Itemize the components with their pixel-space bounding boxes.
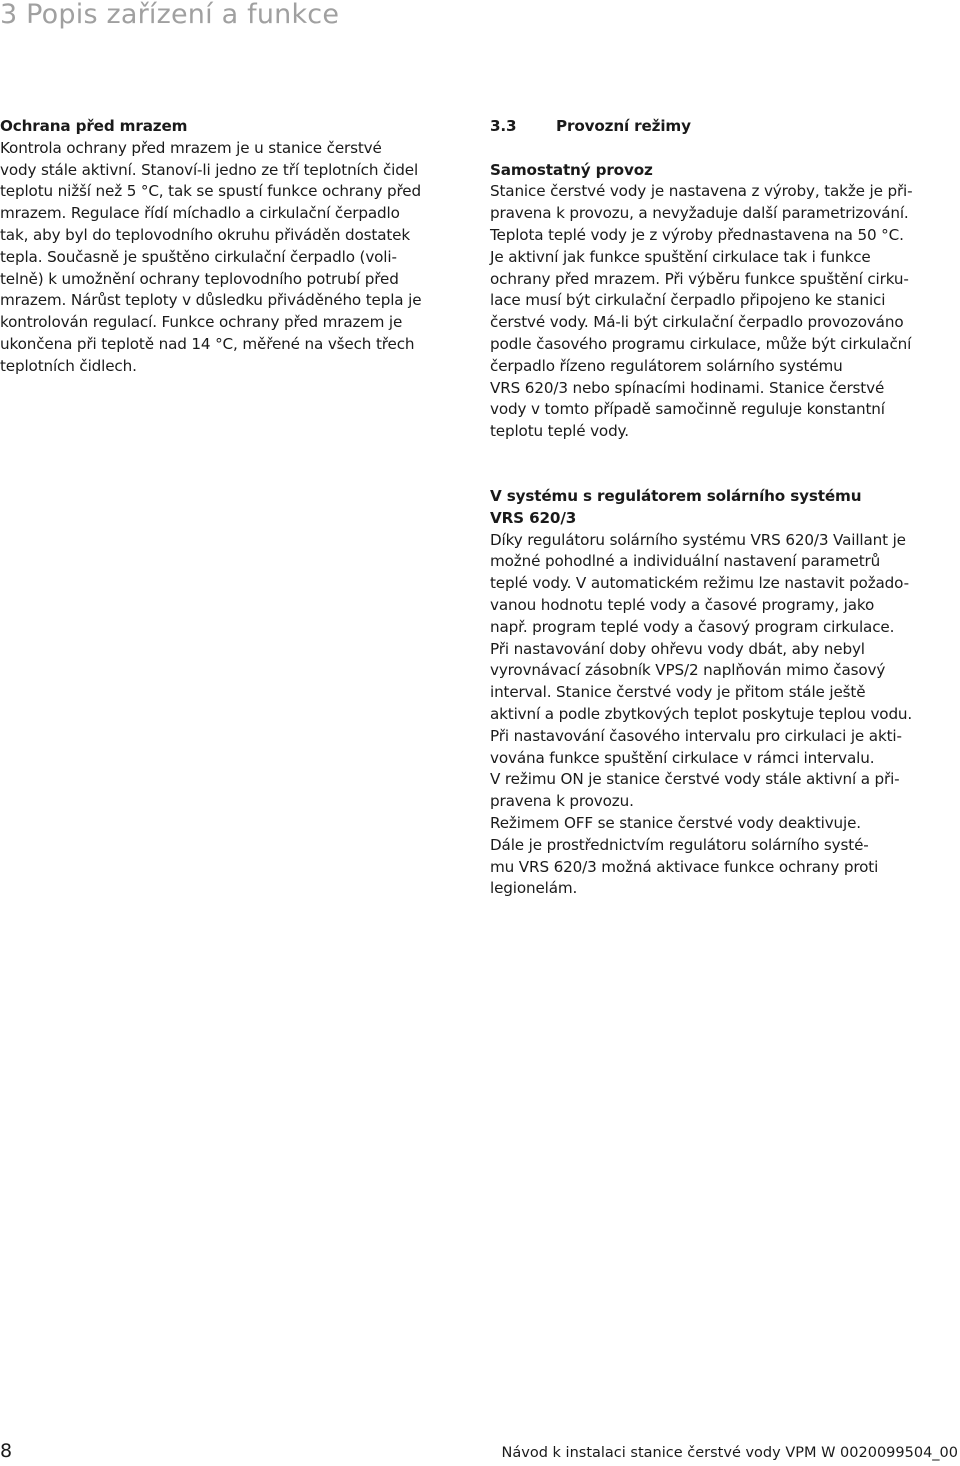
body-line: teplé vody. V automatickém režimu lze nastavit požado- <box>490 574 909 593</box>
page-number: 8 <box>0 1440 13 1462</box>
operating-modes-section <box>490 116 960 443</box>
body-line: Při nastavování časového intervalu pro cirkulaci je akti- <box>490 726 902 745</box>
body-line: Díky regulátoru solárního systému VRS 620/3 Vaillant je <box>490 530 906 549</box>
body-line: vanou hodnotu teplé vody a časové programy, jako <box>490 595 875 614</box>
body-line: čerstvé vody. Má-li být cirkulační čerpadlo provozováno <box>490 313 904 332</box>
body-line: aktivní a podle zbytkových teplot poskytuje teplou vodu. <box>490 704 913 723</box>
standalone-mode-heading: Samostatný provoz <box>490 160 653 179</box>
section-heading <box>490 116 960 138</box>
body-line: teplotních čidlech. <box>0 356 137 375</box>
body-line: Kontrola ochrany před mrazem je u stanice čerstvé <box>0 138 382 157</box>
body-line: vody v tomto případě samočinně reguluje konstantní <box>490 400 885 419</box>
chapter-title: 3 Popis zařízení a funkce <box>0 0 340 30</box>
solar-controller-heading: V systému s regulátorem solárního systému <box>490 487 862 505</box>
body-line: V režimu ON je stanice čerstvé vody stále aktivní a při- <box>490 770 900 789</box>
body-line: čerpadlo řízeno regulátorem solárního systému <box>490 356 843 375</box>
body-line: pravena k provozu, a nevyžaduje další parametrizování. <box>490 204 909 223</box>
body-line: tepla. Současně je spuštěno cirkulační čerpadlo (voli- <box>0 247 397 266</box>
body-line: Při nastavování doby ohřevu vody dbát, aby nebyl <box>490 639 865 658</box>
body-line: Je aktivní jak funkce spuštění cirkulace tak i funkce <box>490 247 871 266</box>
section-title: Provozní režimy <box>556 117 691 135</box>
body-line: mu VRS 620/3 možná aktivace funkce ochrany proti <box>490 857 879 876</box>
body-line: interval. Stanice čerstvé vody je přitom stále ještě <box>490 683 866 702</box>
body-line: možné pohodlné a individuální nastavení parametrů <box>490 552 881 571</box>
body-line: legionelám. <box>490 879 578 898</box>
body-line: kontrolován regulací. Funkce ochrany před mrazem je <box>0 313 403 332</box>
body-line: mrazem. Nárůst teploty v důsledku přiváděného tepla je <box>0 291 422 310</box>
solar-controller-section <box>490 486 960 900</box>
body-line: teplotu teplé vody. <box>490 422 629 441</box>
body-line: ukončena při teplotě nad 14 °C, měřené na všech třech <box>0 334 415 353</box>
frost-protection-heading: Ochrana před mrazem <box>0 117 188 135</box>
body-line: Dále je prostřednictvím regulátoru solárního systé- <box>490 835 869 854</box>
frost-protection-section <box>0 116 470 378</box>
body-line: tak, aby byl do teplovodního okruhu přiváděn dostatek <box>0 225 410 244</box>
body-line: VRS 620/3 nebo spínacími hodinami. Stanice čerstvé <box>490 378 885 397</box>
body-line: vyrovnávací zásobník VPS/2 naplňován mimo časový <box>490 661 886 680</box>
solar-controller-heading-model: VRS 620/3 <box>490 508 577 527</box>
footer-document-title: Návod k instalaci stanice čerstvé vody VPM W 0020099504_00 <box>501 1445 958 1461</box>
body-line: ochrany před mrazem. Při výběru funkce spuštění cirku- <box>490 269 909 288</box>
body-line: podle časového programu cirkulace, může být cirkulační <box>490 334 912 353</box>
body-line: mrazem. Regulace řídí míchadlo a cirkulační čerpadlo <box>0 204 400 223</box>
body-line: telně) k umožnění ochrany teplovodního potrubí před <box>0 269 399 288</box>
body-line: Teplota teplé vody je z výroby přednastavena na 50 °C. <box>490 225 904 244</box>
section-number: 3.3 <box>490 117 517 135</box>
page-footer <box>0 1440 960 1464</box>
body-line: pravena k provozu. <box>490 792 634 811</box>
body-line: vody stále aktivní. Stanoví-li jedno ze tří teplotních čidel <box>0 160 419 179</box>
body-line: Stanice čerstvé vody je nastavena z výroby, takže je při- <box>490 182 913 201</box>
body-line: vována funkce spuštění cirkulace v rámci intervalu. <box>490 748 875 767</box>
body-line: lace musí být cirkulační čerpadlo připojeno ke stanici <box>490 291 886 310</box>
body-line: např. program teplé vody a časový program cirkulace. <box>490 617 895 636</box>
body-line: Režimem OFF se stanice čerstvé vody deaktivuje. <box>490 813 861 832</box>
body-line: teplotu nižší než 5 °C, tak se spustí funkce ochrany před <box>0 182 421 201</box>
